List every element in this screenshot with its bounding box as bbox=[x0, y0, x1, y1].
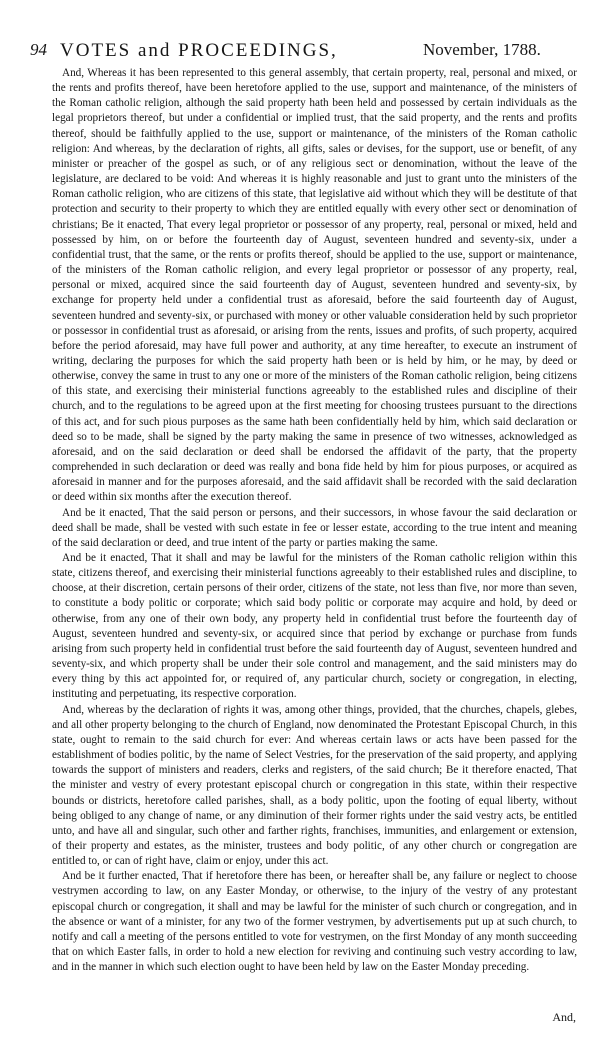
paragraph-5: And be it further enacted, That if heretofore there has been, or hereafter shall be, any failure or neglect to choose vestrymen according to law, on any Easter Monday, or otherwise, to the injury of the vestry of any protestant episcopal church or congregation, it shall and may be lawful for the minister of such church or congregation, and in the absence or want of a minister, for any two of the former vestrymen, by advertisements put up at such church, to notify and call a meeting of the persons entitled to vote for vestrymen, on the first Monday of any month succeeding that on which Easter falls, in order to hold a new election for reviving and continuing such vestry according to law, and in the manner in which such election ought to have been held by law on the Easter Monday preceding. bbox=[52, 870, 577, 974]
body-text bbox=[52, 66, 577, 975]
paragraph-2: And be it enacted, That the said person or persons, and their successors, in whose favour the said declaration or deed shall be made, shall be vested with such estate in fee or lesser estate, according to the true intent and meaning of the said declaration or deed, and true intent of the party or parties making the same. bbox=[52, 506, 577, 549]
header-date: November, 1788. bbox=[423, 40, 541, 59]
paragraph-1: And, Whereas it has been represented to this general assembly, that certain property, real, personal and mixed, or the rents and profits thereof, have been heretofore applied to the use, support and maintenance, of the ministers of the Roman catholic religion, although the said property hath been held and possessed by certain individuals as the legal proprietors thereof, but under a confidential or implied trust, that the said property, and the rents and profits thereof, should be faithfully applied to the use, support or maintenance, of the ministers of the Roman catholic religion: And whereas, by the declaration of rights, all gifts, sales or devises, for the support, use or benefit, of any minister or preacher of the gospel as such, or of any religious sect or denomination, without the leave of the legislature, are declared to be void: And whereas it is highly reasonable and just to grant unto the ministers of the Roman catholic religion, who are citizens of this state, that legislative aid without which they will be destitute of that protection and security to their property to which they are entitled equally with every other sect or denomination of christians; Be it enacted, That every legal proprietor or possessor of any property, real, personal or mixed, held and possessed by him, on or before the fourteenth day of August, seventeen hundred and seventy-six, under a confidential trust, that the same, or the rents or profits thereof, should be applied to the use, support or maintenance, of the ministers of the Roman catholic religion, and every legal proprietor or possessor of any property, real, personal or mixed, acquired since the said fourteenth day of August, seventeen hundred and seventy-six, by exchange for property held under a confidential trust as aforesaid, before the said fourteenth day of August, seventeen hundred and seventy-six, or purchased with money or other valuable consideration held by such proprietor or possessor in confidential trust as aforesaid, or arising from the rents, issues and profits, of such property, acquired before the period aforesaid, may have full power and authority, at any time hereafter, to execute an instrument of writing, declaring the purposes for which the said property hath been or is held by him, or he may, by deed or otherwise, convey the same in trust to any one or more of the ministers of the Roman catholic religion, being citizens of this state, and exercising their ministerial functions agreeably to the established rules and discipline of their church, and to the regulations to be agreed upon at the first meeting for choosing trustees pursuant to the directions of this act, and for such pious purposes as the same hath been confidentially held by him, which said declaration or deed so to be made, shall be signed by the party making the same in presence of two witnesses, acknowledged as aforesaid, and on the said declaration or deed shall be endorsed the affidavit of the party, that the property comprehended in such declaration or deed was really and bona fide held by him for pious purposes, or acquired as aforesaid in manner and for the purposes aforesaid, and the said affidavit shall be recorded with the said declaration or deed within six months after the execution thereof. bbox=[52, 67, 577, 504]
header-title: VOTES and PROCEEDINGS, bbox=[60, 40, 338, 61]
paragraph-3: And be it enacted, That it shall and may be lawful for the ministers of the Roman catholic religion within this state, citizens thereof, and exercising their ministerial functions agreeably to their established rules and discipline, to choose, at their discretion, certain persons of their order, citizens of the state, not less than five, nor more than seven, to constitute a body politic or corporate; which said body politic or corporate may acquire and hold, by deed or otherwise, from any one of their own body, any property held in confidential trust before the fourteenth day of August, seventeen hundred and seventy-six, or acquired since that period by exchange or purchase from funds arising from such property held in confidential trust before the said fourteenth day of August, seventeen hundred and seventy-six, and which property shall be under their sole control and management, and the said ministers may do every thing by this act appointed for, or required of, any particular church, society or congregation, in electing, instituting and perpetuating, its respective corporation. bbox=[52, 552, 577, 701]
paragraph-4: And, whereas by the declaration of rights it was, among other things, provided, that the churches, chapels, glebes, and all other property belonging to the church of England, now denominated the Protestant Episcopal Church, in this state, ought to remain to the said church for ever: And whereas certain laws or acts have been passed for the establishment of bodies politic, by the name of Select Vestries, for the preservation of the said property, and applying towards the support of ministers and readers, clerks and registers, of the said church; Be it therefore enacted, That the minister and vestry of every protestant episcopal church or congregation in this state, within their respective bounds or districts, heretofore called parishes, shall, as a body politic, upon the footing of equal liberty, without being obliged to any change of name, or any diminution of their former rights under the said vestry acts, be entitled unto, and have all and singular, such other and farther rights, franchises, immunities, and enlargement or extension, of their property and estates, as the minister, trustees and body politic, of any other church or congregation are entitled to, or can of right have, claim or enjoy, under this act. bbox=[52, 703, 577, 868]
page-number: 94 bbox=[30, 40, 47, 59]
running-head bbox=[30, 40, 580, 64]
catchword: And, bbox=[552, 1010, 576, 1024]
